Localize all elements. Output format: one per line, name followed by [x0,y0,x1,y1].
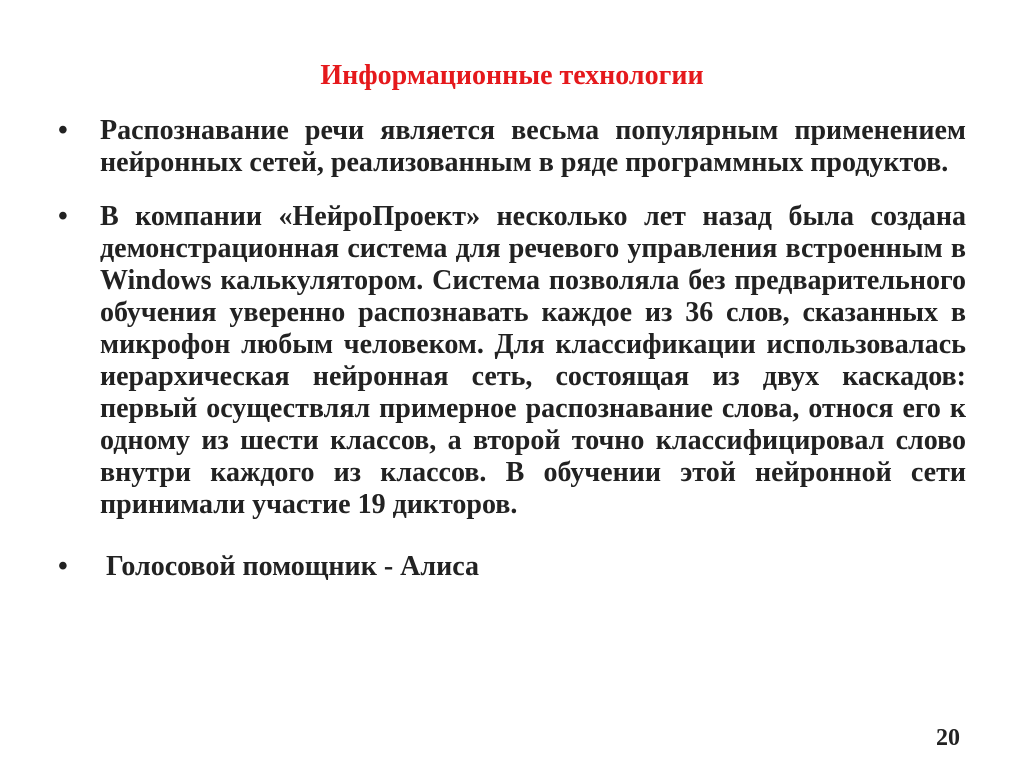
bullet-item-voice-assistant [58,551,966,583]
bullet-item-speech-recognition [58,115,966,179]
bullet-text: Голосовой помощник - Алиса [106,551,479,582]
bullet-item-neuroproject [58,201,966,521]
page-number: 20 [936,725,960,751]
bullet-icon: • [58,115,68,146]
slide-title: Информационные технологии [320,60,704,91]
bullet-icon: • [58,551,68,582]
bullet-text: Распознавание речи является весьма популярным применением нейронных сетей, реализованным в ряде программных продуктов. [100,115,966,178]
bullet-icon: • [58,201,68,232]
bullet-text: В компании «НейроПроект» несколько лет назад была создана демонстрационная система для речевого управления встроенным в Windows калькулятором. Система позволяла без предварительного обучения уверенно распознавать каждое из 36 слов, сказанных в микрофон любым человеком. Для классификации использовалась иерархическая нейронная сеть, состоящая из двух каскадов: первый осуществлял примерное распознавание слова, относя его к одному из шести классов, а второй точно классифицировал слово внутри каждого из классов. В обучении этой нейронной сети принимали участие 19 дикторов. [100,201,966,520]
bullet-list [58,115,966,605]
